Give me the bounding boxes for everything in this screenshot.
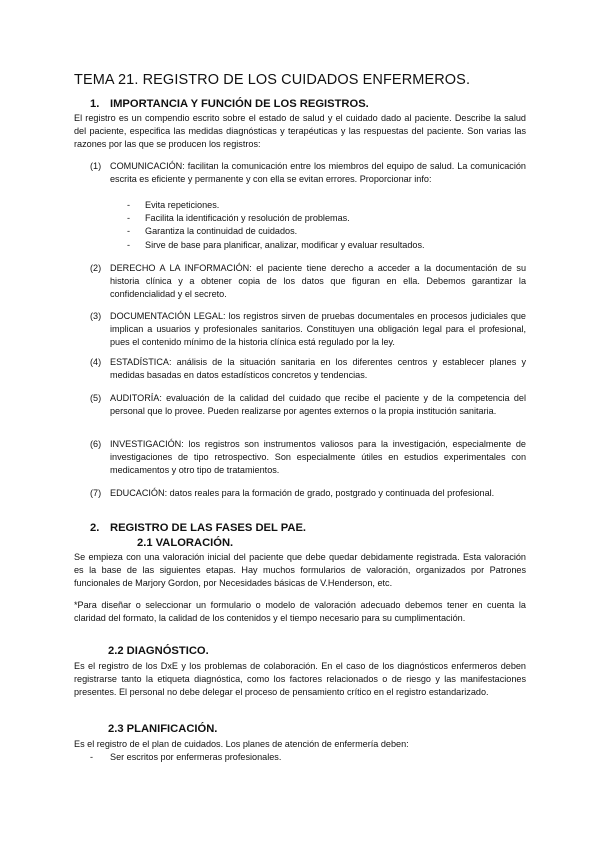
section-1-number: 1. [90,98,100,110]
subsection-diagnostico-heading: 2.2 DIAGNÓSTICO. [108,645,209,657]
section-2-heading: REGISTRO DE LAS FASES DEL PAE. [110,522,307,534]
list-item: Ser escritos por enfermeras profesionales. [110,752,282,762]
diagnostico-paragraph: Es el registro de los DxE y los problemas de colaboración. En el caso de los diagnósticos enfermeros deben registrarse tanto la etiqueta diagnóstica, como los factores relacionados o de riesgo y las manifestaciones presentes. El personal no debe delegar el proceso de pensamiento crítico en el registro estandarizado. [74,661,526,698]
bullet-dash: - [127,213,131,223]
reason-text: DERECHO A LA INFORMACIÓN: el paciente tiene derecho a acceder a la documentación de su historia clínica y a obtener copia de los datos que figuran en ella. Debemos garantizar la confidencialidad y el secreto. [110,263,526,300]
reason-text: ESTADÍSTICA: análisis de la situación sanitaria en los diferentes centros y establecer planes y medidas basadas en datos estadísticos concretos y tendencias. [110,357,526,381]
list-item: Evita repeticiones. [145,200,220,210]
bullet-dash: - [90,752,94,762]
valoracion-paragraph: Se empieza con una valoración inicial del paciente que debe quedar debidamente registrada. Esta valoración es la base de las siguientes etapas. Hay muchos formularios de valoración, organizados por Patrones funcionales de Marjory Gordon, por Necesidades básicas de V.Henderson, etc. [74,552,526,589]
reason-number: (2) [90,263,102,273]
reason-number: (3) [90,311,102,321]
page-title: TEMA 21. REGISTRO DE LOS CUIDADOS ENFERMEROS. [74,72,471,88]
list-item: Garantiza la continuidad de cuidados. [145,226,298,236]
reason-number: (1) [90,161,102,171]
reason-number: (5) [90,393,102,403]
list-item: Facilita la identificación y resolución de problemas. [145,213,350,223]
list-item: Sirve de base para planificar, analizar, modificar y evaluar resultados. [145,240,425,250]
reason-number: (4) [90,357,102,367]
subsection-valoracion-heading: 2.1 VALORACIÓN. [137,537,234,549]
section-1-heading: IMPORTANCIA Y FUNCIÓN DE LOS REGISTROS. [110,98,369,110]
bullet-dash: - [127,226,131,236]
valoracion-note: *Para diseñar o seleccionar un formulario o modelo de valoración adecuado debemos tener en cuenta la claridad del formato, la calidad de los contenidos y el tiempo necesario para su cumplimentación. [74,600,526,624]
bullet-dash: - [127,200,131,210]
reason-text: AUDITORÍA: evaluación de la calidad del cuidado que recibe el paciente y de la competencia del personal que lo provee. Pueden realizarse por agentes externos o la propia institución sanitaria. [110,393,526,417]
bullet-dash: - [127,240,131,250]
reason-text: EDUCACIÓN: datos reales para la formación de grado, postgrado y continuada del profesional. [110,488,495,498]
planificacion-paragraph: Es el registro de el plan de cuidados. Los planes de atención de enfermería deben: [74,739,409,749]
reason-text: COMUNICACIÓN: facilitan la comunicación entre los miembros del equipo de salud. La comunicación escrita es eficiente y permanente y con ella se evitan errores. Proporcionar info: [110,161,526,185]
section-1-intro: El registro es un compendio escrito sobre el estado de salud y el cuidado dado al paciente. Describe la salud del paciente, especifica las medidas diagnósticas y terapéuticas y las respuestas del paciente. Son varias las razones por las que se producen los registros: [74,113,526,150]
reason-text: DOCUMENTACIÓN LEGAL: los registros sirven de pruebas documentales en procesos judiciales que implican a usuarios y profesionales sanitarios. Constituyen una obligación legal para el profesional, pues el contenido mínimo de la historia clínica está regulado por la ley. [110,311,526,348]
subsection-planificacion-heading: 2.3 PLANIFICACIÓN. [108,723,218,735]
reason-number: (6) [90,439,102,449]
reason-text: INVESTIGACIÓN: los registros son instrumentos valiosos para la investigación, especialmente de investigaciones de tipo retrospectivo. Son especialmente útiles en estudios experimentales con medicamentos y otro tipo de tratamientos. [110,439,526,476]
reason-number: (7) [90,488,102,498]
section-2-number: 2. [90,522,100,534]
